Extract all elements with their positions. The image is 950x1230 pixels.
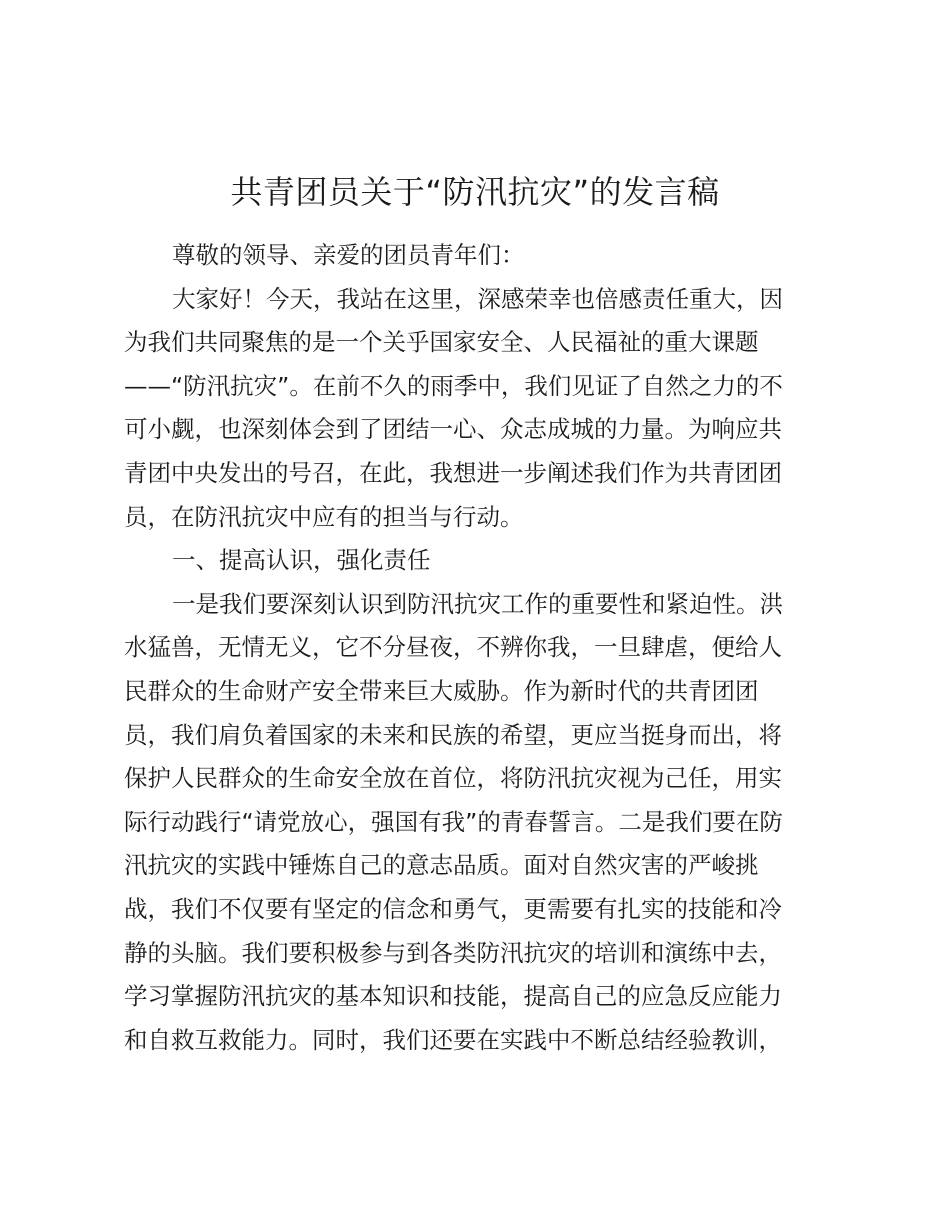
body-line: 民群众的生命财产安全带来巨大威胁。作为新时代的共青团团 xyxy=(124,676,759,705)
body-line: 可小觑，也深刻体会到了团结一心、众志成城的力量。为响应共 xyxy=(124,415,782,444)
body-line: 尊敬的领导、亲爱的团员青年们： xyxy=(172,241,525,269)
body-line: 青团中央发出的号召，在此，我想进一步阐述我们作为共青团团 xyxy=(124,458,782,487)
body-line: 际行动践行“请党放心，强国有我”的青春誓言。二是我们要在防 xyxy=(124,807,783,836)
body-line: 为我们共同聚焦的是一个关乎国家安全、人民福祉的重大课题 xyxy=(124,328,759,357)
body-line: 战，我们不仅要有坚定的信念和勇气，更需要有扎实的技能和冷 xyxy=(124,894,782,923)
body-line: 学习掌握防汛抗灾的基本知识和技能，提高自己的应急反应能力 xyxy=(124,982,782,1011)
document-title: 共青团员关于“防汛抗灾”的发言稿 xyxy=(230,173,720,211)
body-line: 大家好！今天，我站在这里，深感荣幸也倍感责任重大，因 xyxy=(172,284,783,313)
body-line: 员，我们肩负着国家的未来和民族的希望，更应当挺身而出，将 xyxy=(124,720,782,749)
section-heading: 一、提高认识，强化责任 xyxy=(172,546,431,575)
body-line: 员，在防汛抗灾中应有的担当与行动。 xyxy=(124,502,524,531)
document-body xyxy=(124,234,828,1062)
body-line: 保护人民群众的生命安全放在首位，将防汛抗灾视为己任，用实 xyxy=(124,764,782,793)
body-line: ——“防汛抗灾”。在前不久的雨季中，我们见证了自然之力的不 xyxy=(124,371,783,400)
body-line: 静的头脑。我们要积极参与到各类防汛抗灾的培训和演练中去， xyxy=(124,938,782,967)
body-line: 汛抗灾的实践中锤炼自己的意志品质。面对自然灾害的严峻挑 xyxy=(124,851,759,880)
body-line: 和自救互救能力。同时，我们还要在实践中不断总结经验教训， xyxy=(124,1025,782,1054)
body-line: 水猛兽，无情无义，它不分昼夜，不辨你我，一旦肆虐，便给人 xyxy=(124,633,782,662)
body-line: 一是我们要深刻认识到防汛抗灾工作的重要性和紧迫性。洪 xyxy=(172,589,783,618)
